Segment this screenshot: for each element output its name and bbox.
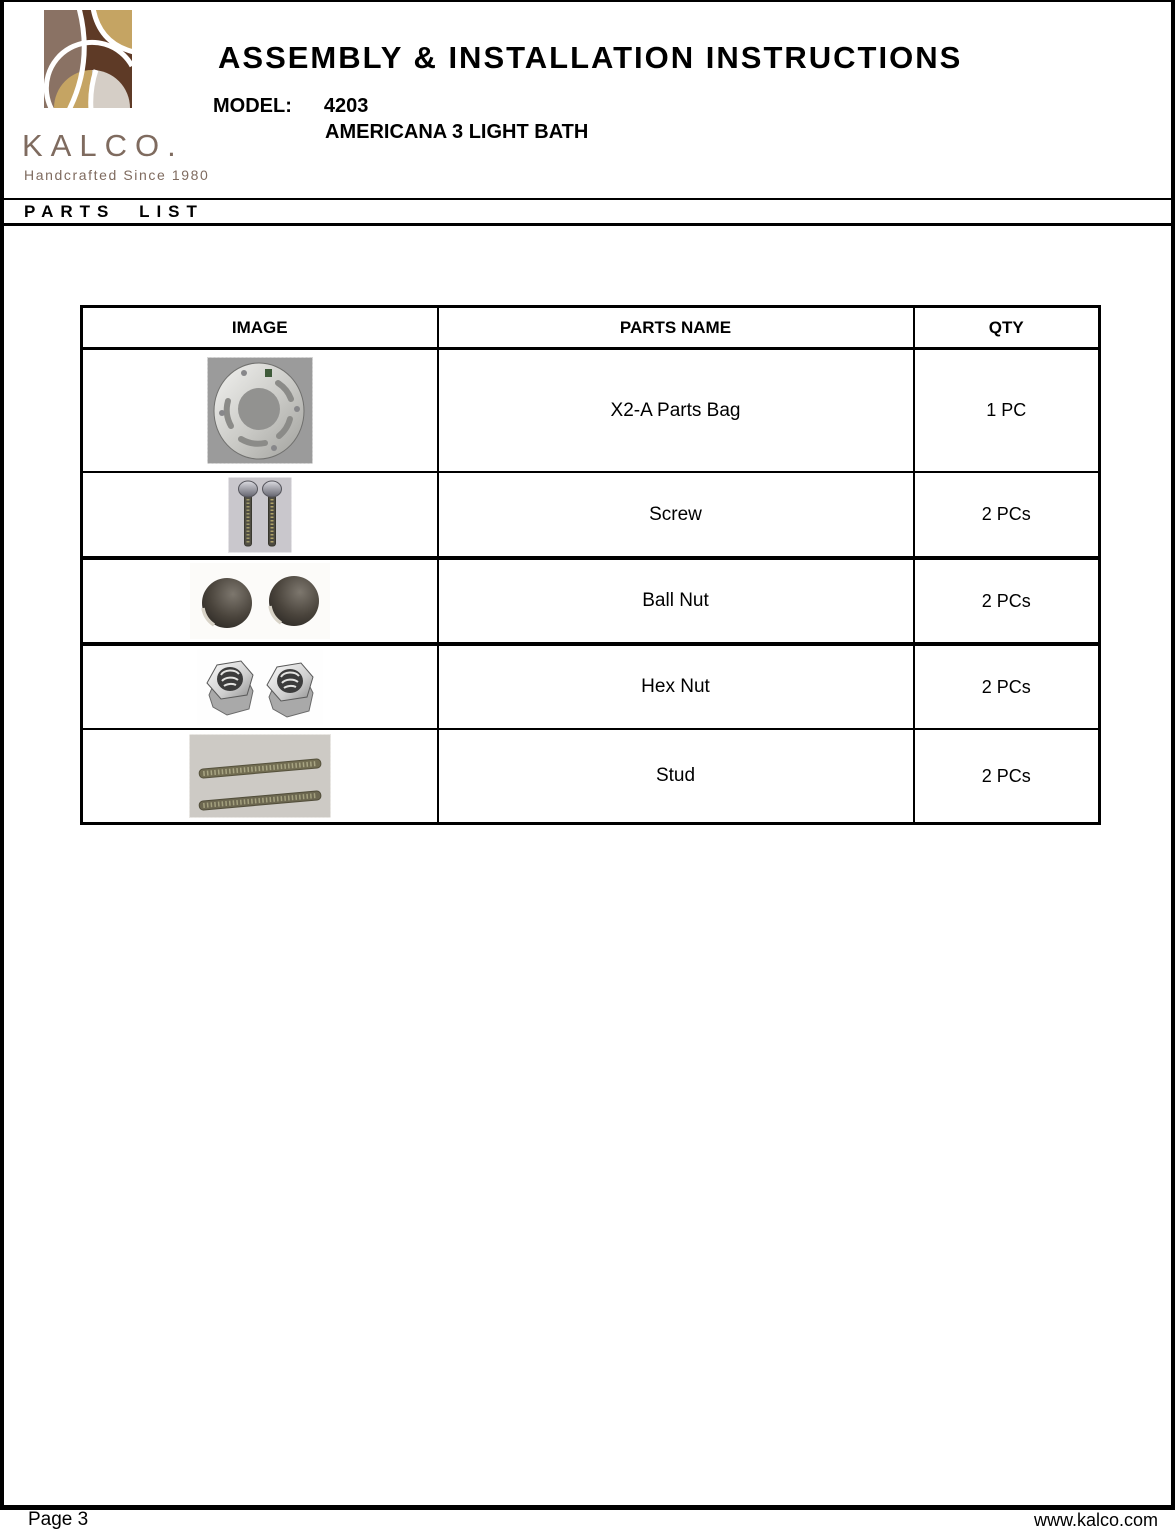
part-name: Ball Nut bbox=[438, 558, 914, 644]
kalco-logo-icon bbox=[44, 10, 132, 108]
table-row bbox=[82, 472, 1100, 558]
table-row bbox=[82, 558, 1100, 644]
machine-screws-photo bbox=[228, 477, 292, 553]
parts-table bbox=[80, 305, 1101, 825]
part-name: X2-A Parts Bag bbox=[438, 349, 914, 473]
brand-name: KALCO. bbox=[22, 128, 184, 163]
column-header-parts-name: PARTS NAME bbox=[438, 307, 914, 349]
table-row bbox=[82, 349, 1100, 473]
footer-website: www.kalco.com bbox=[1033, 1510, 1158, 1530]
column-header-qty: QTY bbox=[914, 307, 1100, 349]
part-qty: 2 PCs bbox=[914, 558, 1100, 644]
section-band bbox=[4, 198, 1171, 226]
model-label: MODEL: bbox=[213, 95, 292, 117]
part-qty: 2 PCs bbox=[914, 644, 1100, 729]
model-number: 4203 bbox=[323, 95, 369, 117]
table-row bbox=[82, 729, 1100, 824]
brand-tagline: Handcrafted Since 1980 bbox=[24, 167, 210, 183]
section-title: PARTS LIST bbox=[24, 201, 204, 221]
part-qty: 1 PC bbox=[914, 349, 1100, 473]
page-title: ASSEMBLY & INSTALLATION INSTRUCTIONS bbox=[218, 40, 963, 75]
model-line bbox=[213, 95, 368, 118]
model-name: AMERICANA 3 LIGHT BATH bbox=[325, 121, 589, 143]
ball-nuts-photo bbox=[190, 563, 330, 639]
column-header-image: IMAGE bbox=[82, 307, 438, 349]
part-qty: 2 PCs bbox=[914, 472, 1100, 558]
part-qty: 2 PCs bbox=[914, 729, 1100, 824]
mounting-crossbar-photo bbox=[207, 357, 313, 464]
table-header-row bbox=[82, 307, 1100, 349]
table-row bbox=[82, 644, 1100, 729]
part-name: Screw bbox=[438, 472, 914, 558]
part-name: Stud bbox=[438, 729, 914, 824]
footer-page-number: Page 3 bbox=[28, 1509, 89, 1530]
threaded-studs-photo bbox=[189, 734, 331, 818]
hex-nuts-photo bbox=[197, 649, 323, 725]
part-name: Hex Nut bbox=[438, 644, 914, 729]
